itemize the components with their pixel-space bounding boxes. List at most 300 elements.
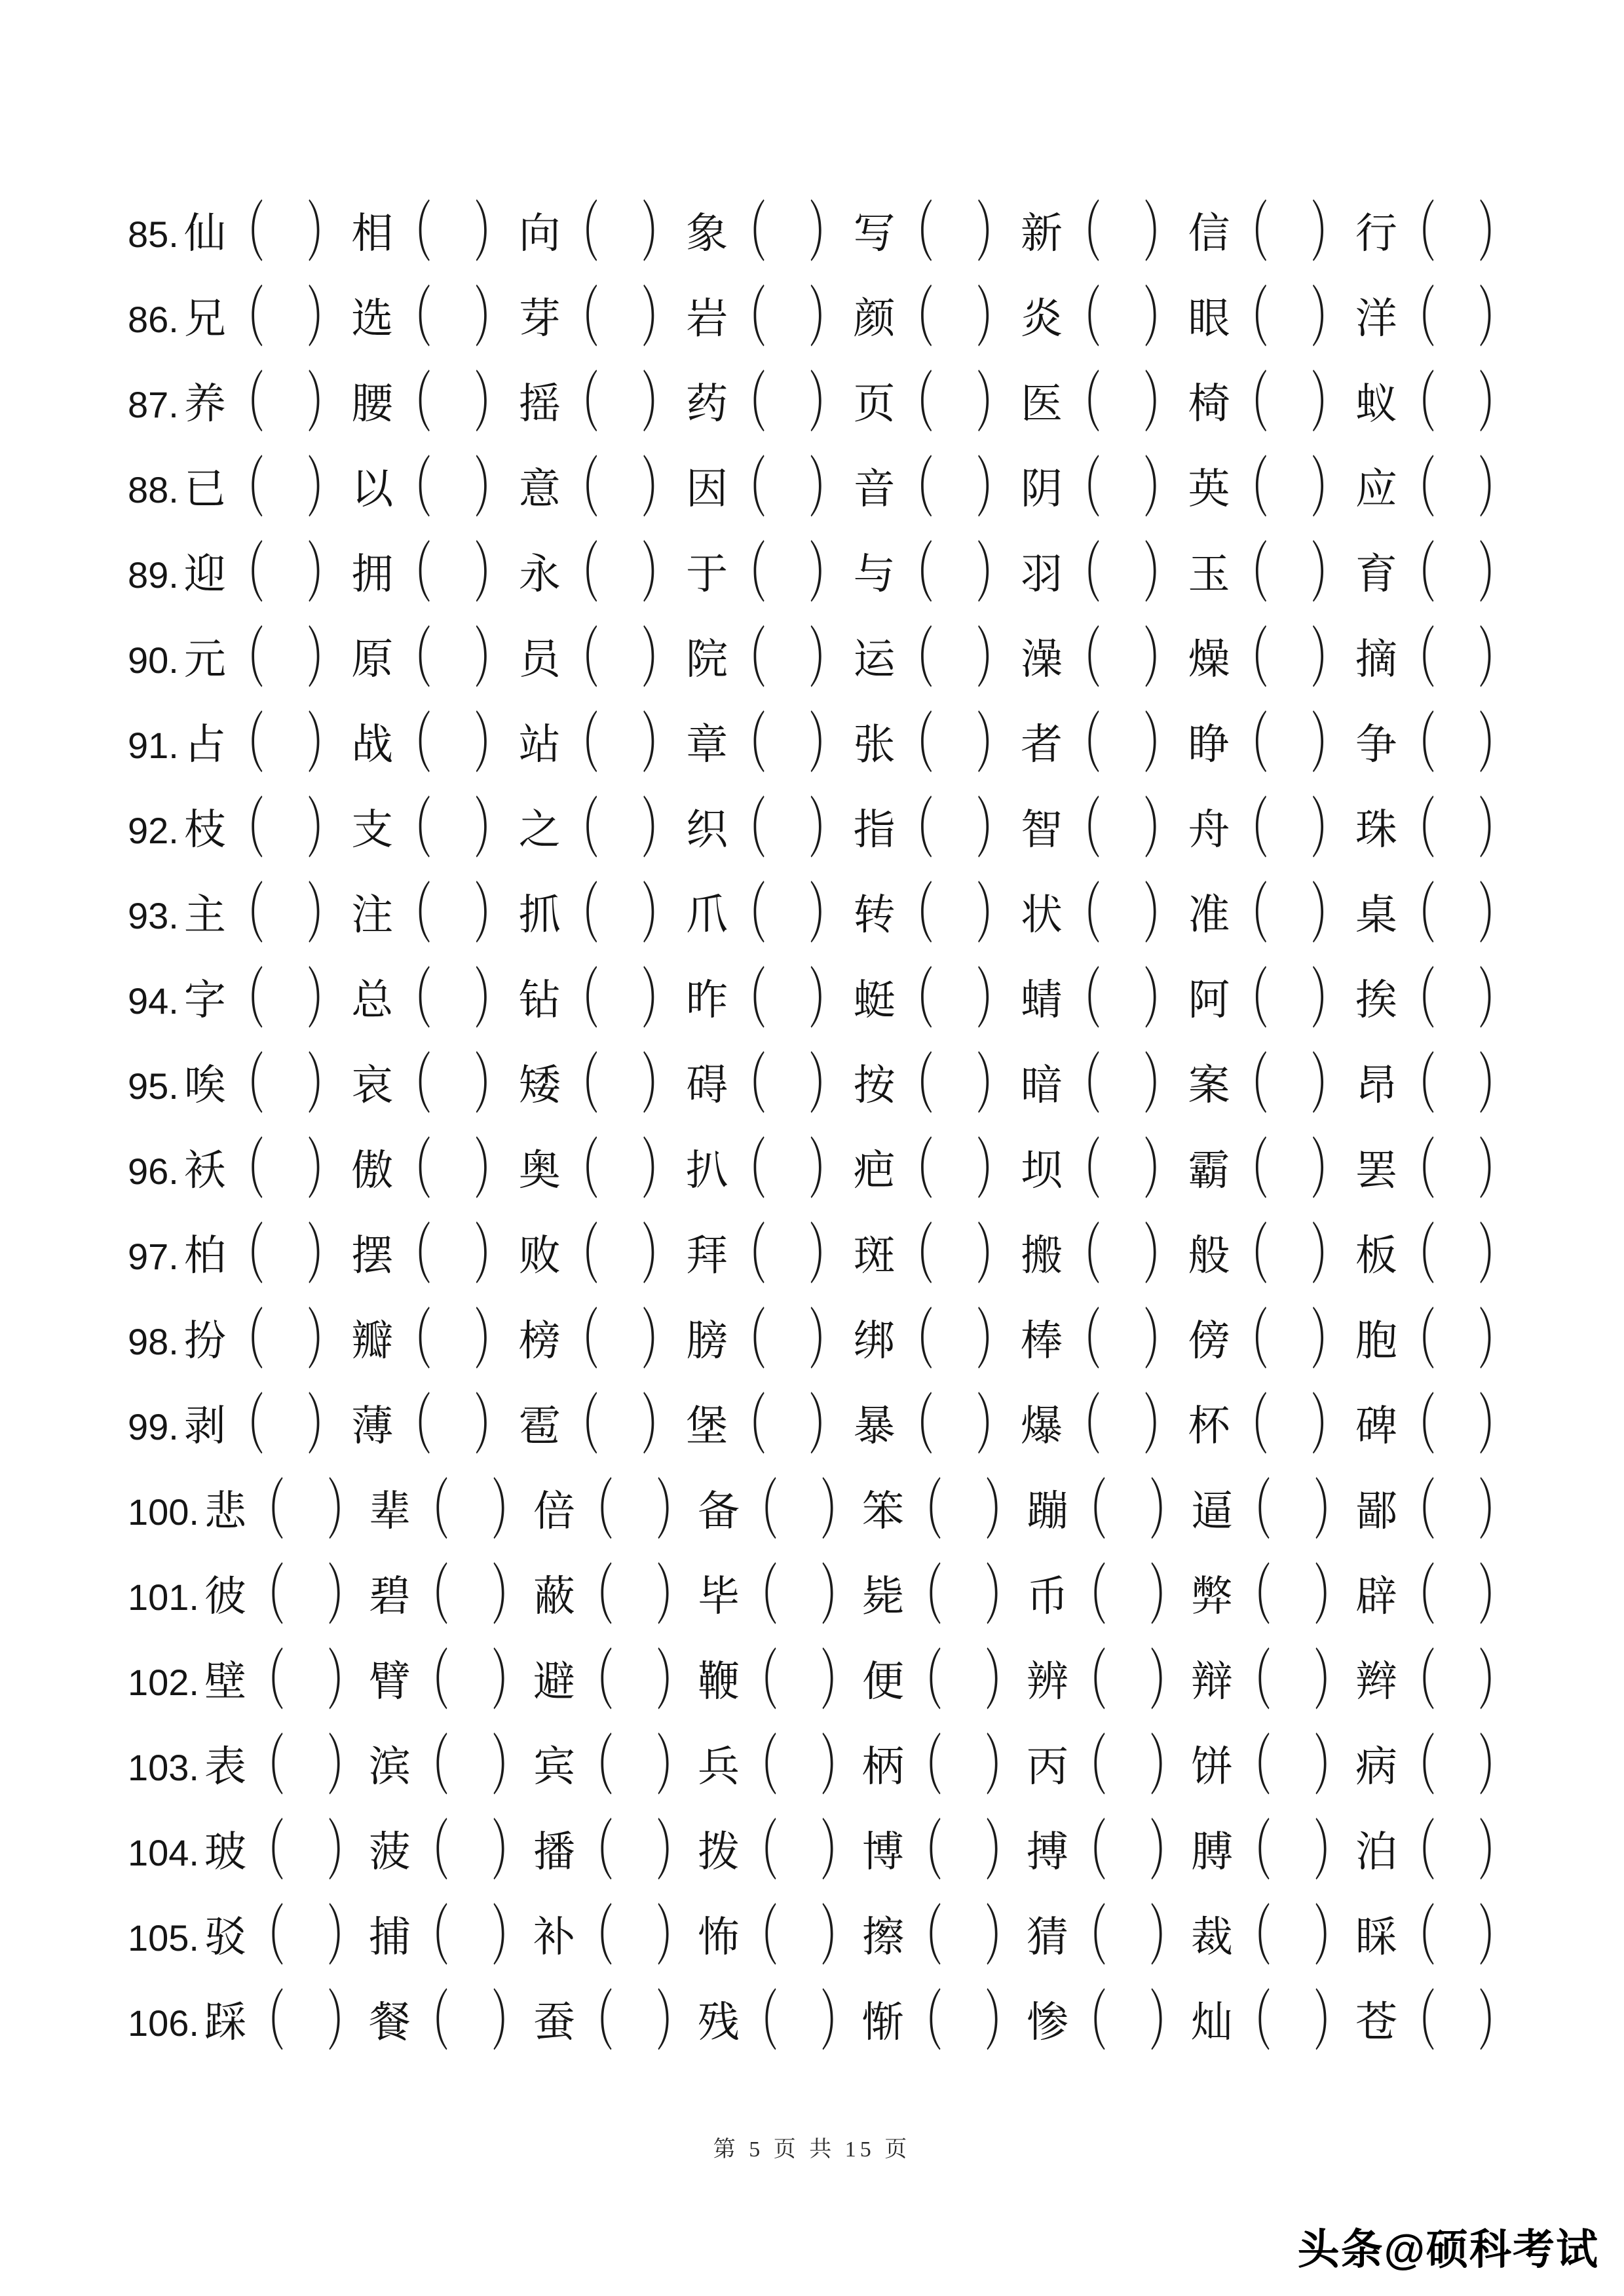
- prompt-character: 败: [518, 1233, 561, 1279]
- answer-blank: [1103, 1168, 1141, 1174]
- open-paren: （: [413, 1645, 449, 1719]
- prompt-character: 昂: [1355, 1062, 1397, 1109]
- open-paren: （: [1399, 368, 1436, 441]
- prompt-character: 象: [686, 210, 728, 257]
- open-paren: （: [227, 879, 265, 952]
- character-group: [1027, 1901, 1188, 1974]
- character-group: [1021, 879, 1182, 952]
- open-paren: （: [897, 282, 934, 356]
- open-paren: （: [577, 1901, 614, 1974]
- open-paren: （: [1399, 197, 1436, 271]
- open-paren: （: [1070, 1731, 1107, 1804]
- close-paren: ）: [656, 1731, 692, 1804]
- close-paren: ）: [656, 1816, 692, 1889]
- prompt-character: 彼: [204, 1573, 246, 1620]
- character-group: [518, 282, 680, 356]
- close-paren: ）: [474, 538, 511, 611]
- answer-blank: [1270, 1423, 1308, 1430]
- open-paren: （: [562, 1049, 599, 1122]
- open-paren: （: [742, 1901, 778, 1974]
- answer-blank: [267, 1082, 305, 1089]
- open-paren: （: [1232, 1219, 1269, 1293]
- answer-blank: [1274, 1508, 1312, 1515]
- answer-blank: [1270, 571, 1308, 578]
- prompt-character: 羽: [1021, 551, 1063, 598]
- open-paren: （: [577, 1475, 614, 1548]
- answer-blank: [1438, 827, 1476, 833]
- answer-blank: [1438, 997, 1476, 1004]
- open-paren: （: [1232, 708, 1269, 782]
- close-paren: ）: [1310, 1305, 1348, 1378]
- close-paren: ）: [985, 1901, 1021, 1974]
- close-paren: ）: [1310, 282, 1348, 356]
- answer-blank: [1438, 657, 1476, 663]
- open-paren: （: [730, 964, 767, 1037]
- answer-blank: [936, 571, 974, 578]
- prompt-character: 饼: [1191, 1744, 1233, 1790]
- answer-blank: [768, 827, 806, 833]
- answer-blank: [287, 1764, 325, 1770]
- open-paren: （: [1065, 1305, 1102, 1378]
- question-number: 99.: [128, 1406, 179, 1447]
- prompt-character: 堡: [686, 1403, 728, 1449]
- close-paren: ）: [1310, 1219, 1348, 1293]
- character-group: [1355, 282, 1517, 356]
- character-group: [1027, 1986, 1188, 2059]
- character-group: [518, 623, 680, 697]
- character-group: [518, 197, 680, 271]
- character-groups: [183, 453, 1517, 526]
- open-paren: （: [730, 538, 767, 611]
- prompt-character: 碍: [686, 1062, 728, 1109]
- prompt-character: 碧: [369, 1573, 411, 1620]
- open-paren: （: [897, 538, 934, 611]
- character-group: [204, 1901, 366, 1974]
- question-row: [128, 1980, 1517, 2065]
- close-paren: ）: [474, 1390, 511, 1463]
- answer-blank: [936, 742, 974, 748]
- prompt-character: 已: [183, 466, 226, 512]
- open-paren: （: [248, 1731, 285, 1804]
- character-group: [1191, 1475, 1352, 1548]
- prompt-character: 裁: [1191, 1914, 1233, 1961]
- answer-blank: [936, 401, 974, 408]
- character-group: [533, 1645, 694, 1719]
- character-group: [862, 1731, 1023, 1804]
- question-number: 98.: [128, 1320, 179, 1362]
- answer-blank: [945, 1849, 983, 1856]
- answer-blank: [1438, 1338, 1476, 1345]
- answer-blank: [1103, 657, 1141, 663]
- answer-blank: [1109, 1764, 1147, 1770]
- open-paren: （: [1232, 1134, 1269, 1208]
- prompt-character: 占: [183, 721, 226, 768]
- open-paren: （: [730, 623, 767, 697]
- answer-blank: [601, 401, 639, 408]
- prompt-character: 丙: [1027, 1744, 1068, 1790]
- close-paren: ）: [1143, 708, 1180, 782]
- close-paren: ）: [975, 708, 1013, 782]
- character-group: [686, 1219, 847, 1293]
- close-paren: ）: [1313, 1475, 1350, 1548]
- answer-blank: [616, 1764, 654, 1770]
- answer-blank: [1103, 571, 1141, 578]
- character-group: [1188, 197, 1349, 271]
- answer-blank: [434, 231, 472, 237]
- prompt-character: 疤: [853, 1147, 896, 1194]
- answer-blank: [434, 486, 472, 493]
- answer-blank: [936, 1423, 974, 1430]
- prompt-character: 碑: [1355, 1403, 1397, 1449]
- prompt-character: 苍: [1355, 1999, 1397, 2046]
- answer-blank: [1109, 1508, 1147, 1515]
- prompt-character: 般: [1188, 1233, 1230, 1279]
- open-paren: （: [1399, 708, 1436, 782]
- character-groups: [204, 1816, 1517, 1889]
- character-group: [1355, 1390, 1517, 1463]
- close-paren: ）: [808, 623, 846, 697]
- answer-blank: [1270, 401, 1308, 408]
- open-paren: （: [1232, 538, 1269, 611]
- prompt-character: 椅: [1188, 381, 1230, 427]
- close-paren: ）: [306, 453, 343, 526]
- answer-blank: [1270, 742, 1308, 748]
- character-group: [686, 623, 847, 697]
- close-paren: ）: [327, 1901, 364, 1974]
- close-paren: ）: [1478, 1475, 1515, 1548]
- answer-blank: [780, 1849, 818, 1856]
- open-paren: （: [1235, 1731, 1272, 1804]
- character-group: [1021, 282, 1182, 356]
- prompt-character: 总: [351, 977, 394, 1024]
- character-group: [853, 1049, 1015, 1122]
- prompt-character: 胞: [1355, 1318, 1397, 1364]
- open-paren: （: [395, 1134, 432, 1208]
- open-paren: （: [1065, 1390, 1102, 1463]
- close-paren: ）: [1143, 879, 1180, 952]
- open-paren: （: [1065, 623, 1102, 697]
- close-paren: ）: [1313, 1731, 1350, 1804]
- answer-blank: [1103, 742, 1141, 748]
- character-group: [1355, 538, 1517, 611]
- character-group: [1021, 964, 1182, 1037]
- answer-blank: [616, 1934, 654, 1941]
- prompt-character: 养: [183, 381, 226, 427]
- character-group: [351, 964, 512, 1037]
- close-paren: ）: [808, 453, 846, 526]
- close-paren: ）: [306, 282, 343, 356]
- character-groups: [183, 1134, 1517, 1208]
- prompt-character: 岩: [686, 296, 728, 342]
- close-paren: ）: [1143, 1134, 1180, 1208]
- character-group: [204, 1986, 366, 2059]
- answer-blank: [1109, 2019, 1147, 2026]
- answer-blank: [936, 827, 974, 833]
- answer-blank: [601, 997, 639, 1004]
- prompt-character: 阿: [1188, 977, 1230, 1024]
- prompt-character: 辈: [369, 1488, 411, 1535]
- close-paren: ）: [491, 1731, 528, 1804]
- close-paren: ）: [985, 1560, 1021, 1634]
- answer-blank: [1270, 1168, 1308, 1174]
- character-group: [853, 1390, 1015, 1463]
- open-paren: （: [227, 453, 265, 526]
- character-group: [698, 1816, 859, 1889]
- question-number: 97.: [128, 1235, 179, 1277]
- answer-blank: [1270, 657, 1308, 663]
- close-paren: ）: [1149, 1645, 1186, 1719]
- close-paren: ）: [306, 964, 343, 1037]
- prompt-character: 行: [1355, 210, 1397, 257]
- character-group: [369, 1816, 530, 1889]
- prompt-character: 腰: [351, 381, 394, 427]
- character-group: [183, 794, 345, 867]
- answer-blank: [451, 1934, 489, 1941]
- answer-blank: [601, 231, 639, 237]
- answer-blank: [936, 486, 974, 493]
- character-group: [862, 1816, 1023, 1889]
- open-paren: （: [897, 1134, 934, 1208]
- open-paren: （: [1399, 1901, 1436, 1974]
- prompt-character: 唉: [183, 1062, 226, 1109]
- open-paren: （: [395, 964, 432, 1037]
- open-paren: （: [730, 368, 767, 441]
- answer-blank: [287, 1934, 325, 1941]
- close-paren: ）: [808, 879, 846, 952]
- close-paren: ）: [1477, 708, 1515, 782]
- open-paren: （: [897, 623, 934, 697]
- close-paren: ）: [641, 368, 678, 441]
- open-paren: （: [1065, 1219, 1102, 1293]
- character-group: [183, 197, 345, 271]
- character-group: [183, 708, 345, 782]
- close-paren: ）: [306, 623, 343, 697]
- prompt-character: 摆: [351, 1233, 394, 1279]
- prompt-character: 表: [204, 1744, 246, 1790]
- open-paren: （: [395, 368, 432, 441]
- open-paren: （: [730, 1134, 767, 1208]
- question-row: [128, 191, 1517, 277]
- answer-blank: [601, 912, 639, 919]
- character-group: [1191, 1901, 1352, 1974]
- open-paren: （: [1232, 1049, 1269, 1122]
- character-group: [1021, 708, 1182, 782]
- character-group: [351, 794, 512, 867]
- question-row: [128, 702, 1517, 788]
- open-paren: （: [906, 1986, 943, 2059]
- prompt-character: 柄: [862, 1744, 904, 1790]
- close-paren: ）: [1149, 1986, 1186, 2059]
- open-paren: （: [906, 1731, 943, 1804]
- close-paren: ）: [656, 1901, 692, 1974]
- question-number: 85.: [128, 213, 179, 255]
- prompt-character: 元: [183, 636, 226, 683]
- open-paren: （: [1399, 453, 1436, 526]
- character-group: [533, 1901, 694, 1974]
- open-paren: （: [227, 538, 265, 611]
- open-paren: （: [1070, 1645, 1107, 1719]
- character-group: [686, 538, 847, 611]
- prompt-character: 猜: [1027, 1914, 1068, 1961]
- question-number: 93.: [128, 894, 179, 936]
- open-paren: （: [577, 1731, 614, 1804]
- close-paren: ）: [1310, 794, 1348, 867]
- prompt-character: 抓: [518, 892, 561, 938]
- close-paren: ）: [1313, 1645, 1350, 1719]
- answer-blank: [1438, 1934, 1476, 1941]
- character-group: [351, 197, 512, 271]
- answer-blank: [1270, 997, 1308, 1004]
- character-group: [1191, 1560, 1352, 1634]
- character-group: [351, 1049, 512, 1122]
- prompt-character: 炎: [1021, 296, 1063, 342]
- close-paren: ）: [1310, 368, 1348, 441]
- answer-blank: [267, 486, 305, 493]
- close-paren: ）: [808, 1049, 846, 1122]
- character-group: [533, 1986, 694, 2059]
- question-row: [128, 1554, 1517, 1639]
- character-group: [853, 282, 1015, 356]
- close-paren: ）: [1310, 538, 1348, 611]
- close-paren: ）: [656, 1645, 692, 1719]
- open-paren: （: [1399, 1816, 1436, 1889]
- prompt-character: 舟: [1188, 807, 1230, 853]
- prompt-character: 扒: [686, 1147, 728, 1194]
- close-paren: ）: [820, 1560, 857, 1634]
- answer-blank: [1103, 1338, 1141, 1345]
- question-number: 87.: [128, 383, 179, 425]
- character-group: [686, 794, 847, 867]
- question-number: 100.: [128, 1491, 199, 1533]
- prompt-character: 傍: [1188, 1318, 1230, 1364]
- answer-blank: [768, 1338, 806, 1345]
- open-paren: （: [413, 1986, 449, 2059]
- character-group: [1355, 1731, 1517, 1804]
- prompt-character: 站: [518, 721, 561, 768]
- answer-blank: [1438, 1168, 1476, 1174]
- question-number: 90.: [128, 639, 179, 681]
- answer-blank: [267, 1253, 305, 1259]
- open-paren: （: [227, 623, 265, 697]
- open-paren: （: [562, 1305, 599, 1378]
- character-group: [1188, 623, 1349, 697]
- close-paren: ）: [641, 623, 678, 697]
- answer-blank: [1109, 1594, 1147, 1600]
- close-paren: ）: [491, 1901, 528, 1974]
- close-paren: ）: [975, 964, 1013, 1037]
- character-groups: [183, 879, 1517, 952]
- open-paren: （: [1399, 1731, 1436, 1804]
- answer-blank: [1103, 486, 1141, 493]
- character-group: [533, 1560, 694, 1634]
- prompt-character: 绑: [853, 1318, 896, 1364]
- character-group: [1188, 708, 1349, 782]
- character-group: [518, 1390, 680, 1463]
- answer-blank: [287, 2019, 325, 2026]
- character-group: [369, 1645, 530, 1719]
- close-paren: ）: [641, 197, 678, 271]
- character-group: [853, 708, 1015, 782]
- character-group: [518, 368, 680, 441]
- close-paren: ）: [491, 1816, 528, 1889]
- character-groups: [204, 1986, 1517, 2059]
- prompt-character: 矮: [518, 1062, 561, 1109]
- character-group: [183, 368, 345, 441]
- close-paren: ）: [820, 1986, 857, 2059]
- close-paren: ）: [306, 197, 343, 271]
- character-group: [369, 1475, 530, 1548]
- character-group: [1355, 1901, 1517, 1974]
- question-row: [128, 617, 1517, 702]
- prompt-character: 蜓: [853, 977, 896, 1024]
- answer-blank: [768, 401, 806, 408]
- prompt-character: 摇: [518, 381, 561, 427]
- close-paren: ）: [1310, 453, 1348, 526]
- answer-blank: [267, 401, 305, 408]
- prompt-character: 奥: [518, 1147, 561, 1194]
- open-paren: （: [742, 1986, 778, 2059]
- answer-blank: [780, 1764, 818, 1770]
- open-paren: （: [1065, 708, 1102, 782]
- prompt-character: 准: [1188, 892, 1230, 938]
- open-paren: （: [730, 197, 767, 271]
- close-paren: ）: [306, 368, 343, 441]
- question-number: 86.: [128, 298, 179, 340]
- prompt-character: 罢: [1355, 1147, 1397, 1194]
- prompt-character: 转: [853, 892, 896, 938]
- prompt-character: 拜: [686, 1233, 728, 1279]
- open-paren: （: [1070, 1901, 1107, 1974]
- close-paren: ）: [474, 368, 511, 441]
- answer-blank: [1270, 486, 1308, 493]
- open-paren: （: [1235, 1986, 1272, 2059]
- prompt-character: 瓣: [351, 1318, 394, 1364]
- answer-blank: [451, 1849, 489, 1856]
- open-paren: （: [1065, 197, 1102, 271]
- close-paren: ）: [1477, 623, 1515, 697]
- prompt-character: 智: [1021, 807, 1063, 853]
- open-paren: （: [395, 623, 432, 697]
- character-group: [1191, 1986, 1352, 2059]
- character-group: [1021, 453, 1182, 526]
- prompt-character: 薄: [351, 1403, 394, 1449]
- prompt-character: 支: [351, 807, 394, 853]
- answer-blank: [267, 1423, 305, 1430]
- close-paren: ）: [1313, 1986, 1350, 2059]
- question-number: 95.: [128, 1065, 179, 1107]
- character-group: [1191, 1645, 1352, 1719]
- answer-blank: [1270, 827, 1308, 833]
- close-paren: ）: [808, 1390, 846, 1463]
- open-paren: （: [897, 368, 934, 441]
- close-paren: ）: [1477, 879, 1515, 952]
- open-paren: （: [562, 708, 599, 782]
- open-paren: （: [227, 964, 265, 1037]
- answer-blank: [267, 997, 305, 1004]
- character-group: [204, 1816, 366, 1889]
- answer-blank: [1103, 1253, 1141, 1259]
- open-paren: （: [248, 1901, 285, 1974]
- prompt-character: 便: [862, 1658, 904, 1705]
- prompt-character: 以: [351, 466, 394, 512]
- open-paren: （: [227, 197, 265, 271]
- character-group: [1021, 1049, 1182, 1122]
- prompt-character: 宾: [533, 1744, 575, 1790]
- close-paren: ）: [327, 1560, 364, 1634]
- answer-blank: [780, 2019, 818, 2026]
- open-paren: （: [413, 1731, 449, 1804]
- answer-blank: [780, 1508, 818, 1515]
